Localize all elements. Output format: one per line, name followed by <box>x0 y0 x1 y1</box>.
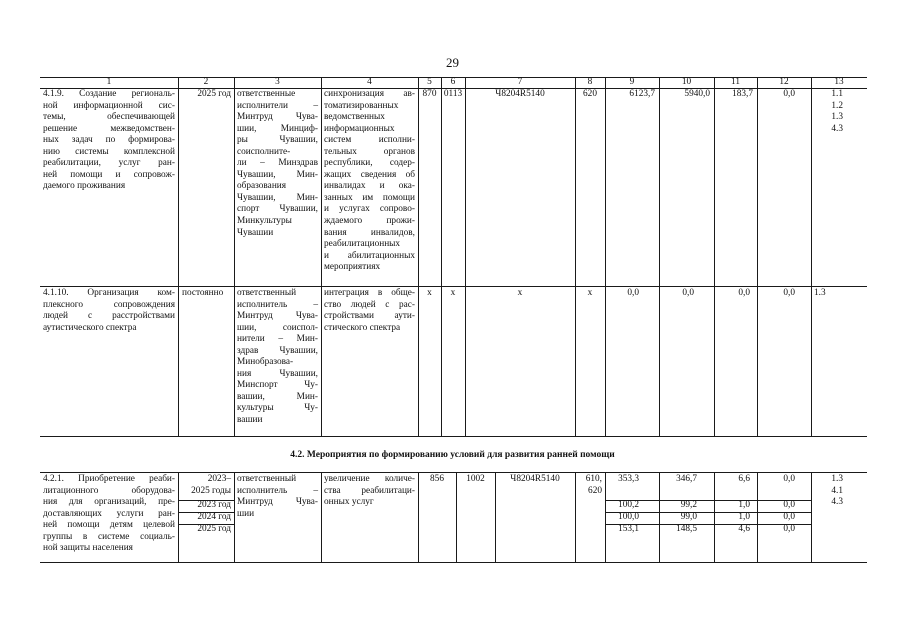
expense-type-cell <box>575 474 602 497</box>
federal-funding-cell: 5940,0 <box>684 89 710 99</box>
text-line: ведомственных <box>324 112 385 123</box>
text-line: ния Чувашии, <box>237 368 318 379</box>
header-col-7: 7 <box>517 77 523 87</box>
expense-type-cell: 620 <box>583 89 597 99</box>
text-line: жащих сведения об <box>324 169 415 180</box>
header-col-11: 11 <box>731 77 740 87</box>
text-line: нители – Мин- <box>237 334 318 345</box>
header-col-2: 2 <box>203 77 209 87</box>
text-line: ры Чувашии, <box>237 135 318 146</box>
federal-funding-cell: 346,7 <box>676 474 697 484</box>
text-line: стического спектра <box>324 322 401 333</box>
text-line: Минобразова- <box>237 357 294 368</box>
text-line: инвалидах и ока- <box>324 181 415 192</box>
text-line: ство людей с рас- <box>324 299 415 310</box>
text-line: шии, соиспол- <box>237 322 318 333</box>
section-code-cell: x <box>450 288 456 298</box>
other-funding-cell: 0,0 <box>783 524 795 534</box>
text-line: и абилитационных <box>324 250 415 261</box>
republic-funding-cell: 0,0 <box>738 288 750 298</box>
text-line: ства реабилитаци- <box>324 485 415 496</box>
federal-funding-cell: 99,0 <box>680 512 697 522</box>
text-line: нию системы комплексной <box>43 146 175 157</box>
text-line: даемого проживания <box>43 181 126 192</box>
text-line: здрав Чувашии, <box>237 345 318 356</box>
text-line: шии <box>237 508 255 519</box>
text-line: Минкультуры <box>237 216 292 227</box>
other-funding-cell: 0,0 <box>783 474 795 484</box>
header-col-4: 4 <box>367 77 372 87</box>
text-line: вашии, Мин- <box>237 391 318 402</box>
other-funding-cell: 0,0 <box>783 89 795 99</box>
executors-cell <box>237 474 318 520</box>
section-code-cell: 0113 <box>443 89 463 99</box>
text-line: 4.2.1. Приобретение реаби- <box>43 474 175 484</box>
text-line: реабилитационных <box>324 239 401 250</box>
grbs-code-cell: 856 <box>430 474 444 484</box>
text-line: решение межведомствен- <box>43 123 175 134</box>
target-code-cell: x <box>517 288 523 298</box>
text-line: ответственный <box>237 288 297 298</box>
other-funding-cell: 0,0 <box>783 512 795 522</box>
measure-name-cell <box>43 288 175 334</box>
deadline-year-cell: 2024 год <box>197 512 231 522</box>
header-col-3: 3 <box>275 77 280 87</box>
text-line: ответственный <box>237 474 297 484</box>
text-line: соисполните- <box>237 146 291 157</box>
header-col-8: 8 <box>587 77 593 87</box>
total-funding-cell: 100,2 <box>618 500 639 510</box>
header-col-12: 12 <box>779 77 789 87</box>
executors-cell <box>237 288 318 427</box>
text-line: шии, Минциф- <box>237 123 318 134</box>
deadline-year-cell: 2025 год <box>197 524 231 534</box>
text-line: культуры Чу- <box>237 403 318 414</box>
total-funding-cell: 6123,7 <box>629 89 655 99</box>
total-funding-cell: 353,3 <box>618 474 639 484</box>
republic-funding-cell: 6,6 <box>738 474 750 484</box>
text-line: плексного сопровождения <box>43 299 175 310</box>
text-line: доставляющих услуги ран- <box>43 508 175 519</box>
text-line: систем исполни- <box>324 135 415 146</box>
republic-funding-cell: 183,7 <box>732 89 753 99</box>
text-line: вания инвалидов, <box>324 227 415 238</box>
text-line: Минспорт Чу- <box>237 380 318 391</box>
text-line: информационных <box>324 123 395 134</box>
text-line: исполнитель – <box>237 485 318 496</box>
text-line: Минтруд Чува- <box>237 311 318 322</box>
text-line: онных услуг <box>324 497 374 508</box>
text-line: спорт Чувашии, <box>237 204 318 215</box>
deadline-cell: 2025 год <box>197 89 231 99</box>
grbs-code-cell: 870 <box>422 89 437 99</box>
indicators-cell <box>811 89 843 135</box>
text-line: увеличение количе- <box>324 474 415 484</box>
section-code-cell: 1002 <box>466 474 485 484</box>
header-col-5: 5 <box>427 77 432 87</box>
republic-funding-cell: 1,0 <box>738 512 750 522</box>
header-col-10: 10 <box>681 77 692 87</box>
federal-funding-cell: 0,0 <box>682 288 694 298</box>
deadline-period-cell: 2025 годы <box>191 486 231 496</box>
text-line: 610, <box>585 474 602 484</box>
text-line: 4.1.10. Организация ком- <box>43 288 175 298</box>
deadline-period-cell: 2023– <box>207 474 231 484</box>
text-line: ния для организаций, пре- <box>43 497 175 508</box>
text-line: ной защиты населения <box>43 543 133 554</box>
text-line: реабилитации, услуг ран- <box>43 158 175 169</box>
text-line: Чувашии, Мин- <box>237 169 318 180</box>
text-line: 1.3 <box>831 474 843 484</box>
total-funding-cell: 100,0 <box>618 512 639 522</box>
measure-name-cell <box>43 89 175 193</box>
text-line: Минтруд Чува- <box>237 497 318 508</box>
deadline-year-cell: 2023 год <box>197 500 231 510</box>
text-line: 4.3 <box>831 123 843 134</box>
text-line: синхронизация ав- <box>324 89 415 99</box>
text-line: мероприятиях <box>324 262 381 273</box>
republic-funding-cell: 1,0 <box>738 500 750 510</box>
text-line: литационного оборудова- <box>43 485 175 496</box>
other-funding-cell: 0,0 <box>783 288 795 298</box>
text-line: темы, обеспечивающей <box>43 112 175 123</box>
text-line: ней помощи и сопровож- <box>43 169 175 180</box>
text-line: Чувашии, Мин- <box>237 192 318 203</box>
text-line: образования <box>237 181 287 192</box>
text-line: 4.3 <box>831 497 843 508</box>
text-line: 1.2 <box>831 100 843 111</box>
republic-funding-cell: 4,6 <box>738 524 750 534</box>
text-line: людей с расстройствами <box>43 311 175 322</box>
text-line: Минтруд Чува- <box>237 112 318 123</box>
text-line: исполнитель – <box>237 299 318 310</box>
text-line: ответственные <box>237 89 296 99</box>
text-line: республики, содер- <box>324 158 415 169</box>
text-line: 1.1 <box>831 89 843 99</box>
other-funding-cell: 0,0 <box>783 500 795 510</box>
total-funding-cell: 153,1 <box>618 524 639 534</box>
text-line: 1.3 <box>831 112 843 123</box>
target-code-cell: Ч8204R5140 <box>495 89 545 99</box>
indicators-cell <box>811 474 843 509</box>
text-line: ных задач по формирова- <box>43 135 175 146</box>
text-line: Чувашии <box>237 227 274 238</box>
result-cell <box>324 474 415 509</box>
text-line: 4.1.9. Создание региональ- <box>43 89 175 99</box>
executors-cell <box>237 89 318 239</box>
text-line: ней помощи детям целевой <box>43 520 175 531</box>
text-line: вашии <box>237 415 263 426</box>
measure-name-cell <box>43 474 175 555</box>
expense-type-cell: x <box>587 288 593 298</box>
result-cell <box>324 288 415 334</box>
text-line: томатизированных <box>324 100 399 111</box>
text-line: группы в системе социаль- <box>43 531 175 542</box>
total-funding-cell: 0,0 <box>627 288 639 298</box>
text-line: стройствами аути- <box>324 311 415 322</box>
deadline-cell: постоянно <box>182 288 224 298</box>
header-col-9: 9 <box>629 77 635 87</box>
text-line: ждаемого прожи- <box>324 216 415 227</box>
indicators-cell: 1.3 <box>814 288 826 298</box>
federal-funding-cell: 148,5 <box>676 524 697 534</box>
result-cell <box>324 89 415 274</box>
header-col-1: 1 <box>106 77 112 87</box>
page-number: 29 <box>446 55 459 70</box>
text-line: 620 <box>588 485 602 496</box>
text-line: тельных органов <box>324 146 415 157</box>
grbs-code-cell: x <box>427 288 432 298</box>
text-line: исполнители – <box>237 100 318 111</box>
text-line: ли – Минздрав <box>237 158 318 169</box>
text-line: ной информационной сис- <box>43 100 175 111</box>
text-line: интеграция в обще- <box>324 288 415 298</box>
header-col-6: 6 <box>450 77 456 87</box>
text-line: занных им помощи <box>324 192 415 203</box>
target-code-cell: Ч8204R5140 <box>510 474 560 484</box>
federal-funding-cell: 99,2 <box>680 500 697 510</box>
text-line: 4.1 <box>831 485 843 496</box>
text-line: и услугах сопрово- <box>324 204 415 215</box>
text-line: аутистического спектра <box>43 322 137 333</box>
section-heading: 4.2. Мероприятия по формированию условий для развития ранней помощи <box>290 450 615 460</box>
header-col-13: 13 <box>834 77 844 87</box>
